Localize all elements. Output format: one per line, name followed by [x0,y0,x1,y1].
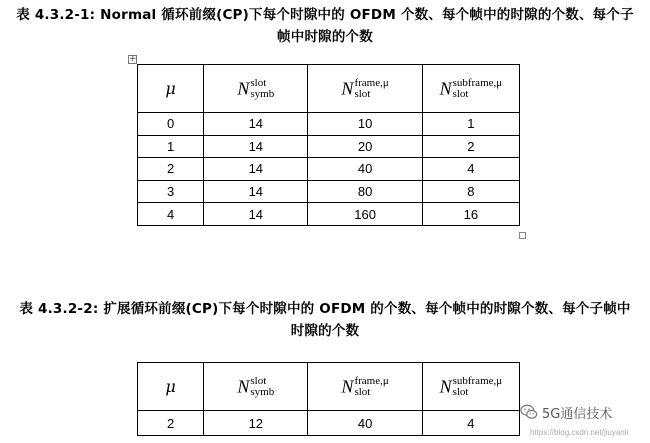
table-row [138,411,520,436]
cell: 40 [308,158,422,181]
watermark-url: https://blog.csdn.net/jiuyanli [530,428,629,437]
table-header-row [138,363,520,411]
cell: 4 [422,158,519,181]
caption-line: 时隙的个数 [290,323,360,339]
cell: 2 [422,135,519,158]
table-1-caption [4,4,646,48]
watermark-text: 5G通信技术 [542,406,613,422]
watermark [520,402,612,422]
cell: 4 [422,411,519,436]
cell: 20 [308,135,422,158]
header-mu: μ [138,65,204,113]
wechat-icon [520,403,538,421]
cell: 10 [308,113,422,136]
cell: 80 [308,180,422,203]
cell: 16 [422,203,519,226]
table-extended-cp [137,362,520,436]
caption-line: 帧中时隙的个数 [277,29,373,45]
cell: 14 [204,180,308,203]
header-n-frame-slot: N frame,μ slot [308,65,422,113]
cell: 14 [204,113,308,136]
header-n-slot-symb: N slot symb [204,363,308,411]
table-row [138,203,520,226]
table-resize-handle[interactable] [519,232,526,239]
cell: 14 [204,203,308,226]
caption-line: 表 4.3.2-2: 扩展循环前缀(CP)下每个时隙中的 OFDM 的个数、每个帧中的时隙个数、每个子帧中 [19,301,631,317]
cell: 14 [204,135,308,158]
cell: 14 [204,158,308,181]
cell: 40 [308,411,422,436]
cell: 0 [138,113,204,136]
cell: 12 [204,411,308,436]
cell: 1 [422,113,519,136]
table-header-row [138,65,520,113]
header-n-slot-symb: N slot symb [204,65,308,113]
cell: 3 [138,180,204,203]
cell: 2 [138,411,204,436]
header-mu: μ [138,363,204,411]
header-n-subframe-slot: N subframe,μ slot [422,65,519,113]
header-n-subframe-slot: N subframe,μ slot [422,363,519,411]
table-2-caption [4,298,646,342]
cell: 160 [308,203,422,226]
table-row [138,135,520,158]
cell: 1 [138,135,204,158]
cell: 2 [138,158,204,181]
table-move-handle-icon[interactable]: + [129,54,137,64]
caption-line: 表 4.3.2-1: Normal 循环前缀(CP)下每个时隙中的 OFDM 个数、每个帧中的时隙的个数、每个子 [16,7,634,23]
cell: 4 [138,203,204,226]
table-row [138,158,520,181]
table-row [138,113,520,136]
table-row [138,180,520,203]
header-n-frame-slot: N frame,μ slot [308,363,422,411]
table-normal-cp [137,64,520,226]
cell: 8 [422,180,519,203]
